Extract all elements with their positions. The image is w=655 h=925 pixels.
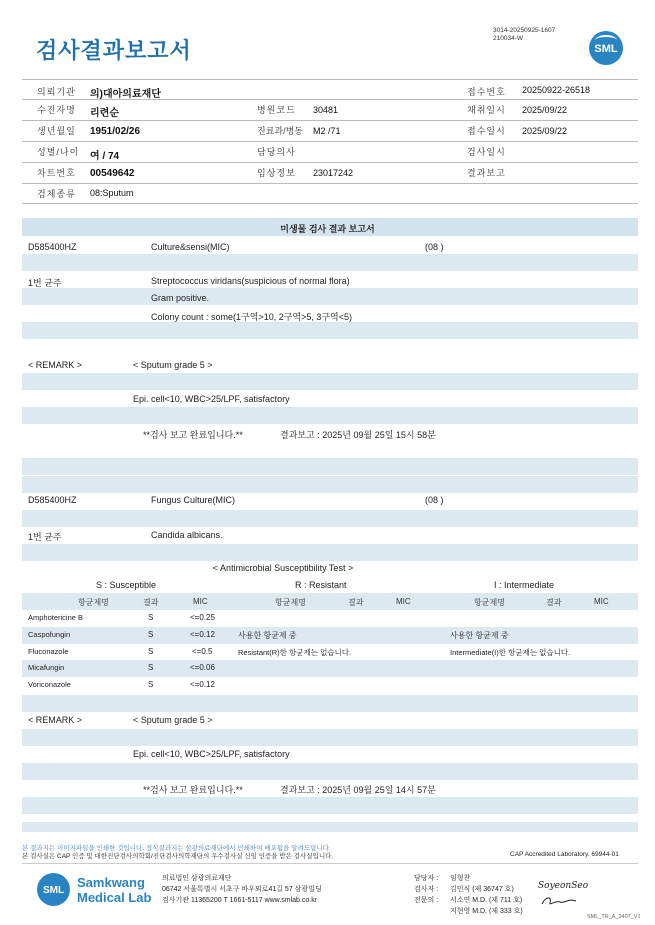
remark-detail: Epi. cell<10, WBC>25/LPF, satisfactory — [133, 394, 290, 404]
institution-label: 의뢰기관 — [37, 87, 76, 97]
col-mic: MIC — [396, 597, 411, 606]
test2-specimen: (08 ) — [425, 495, 444, 505]
report-time: 결과보고 : 2025년 09월 25일 15시 58분 — [280, 430, 436, 440]
hospital-code-value: 30481 — [313, 105, 339, 115]
form-code: SML_TR_A_2407_V1 — [587, 914, 641, 920]
intermediate-note: Intermediate(I)한 항균제는 없습니다. — [450, 648, 571, 657]
resistant-note: Resistant(R)한 항균제는 없습니다. — [238, 648, 352, 657]
drug-mic: <=0.12 — [190, 630, 215, 639]
document-id-line1: 3014-20250925-1607 — [493, 27, 556, 34]
brand-line: Medical Lab — [77, 890, 152, 905]
drug-name: Micafungin — [28, 663, 65, 672]
clinical-info-label: 임상정보 — [257, 168, 296, 178]
sml-logo: SML — [589, 31, 623, 65]
staff-label: 담당자 : — [414, 875, 439, 882]
isolate1-line: Streptococcus viridans(suspicious of normal flora) — [151, 276, 350, 286]
cap-accreditation: CAP Accredited Laboratory. 69944-01 — [510, 851, 619, 858]
row-band — [22, 763, 638, 780]
remark-detail: Epi. cell<10, WBC>25/LPF, satisfactory — [133, 749, 290, 759]
dept-label: 진료과/병동 — [257, 126, 303, 136]
patient-name-label: 수진자명 — [37, 105, 76, 115]
divider — [22, 141, 638, 142]
row-band — [22, 729, 638, 746]
legend-resistant: R : Resistant — [295, 580, 347, 590]
col-result: 결과 — [546, 598, 562, 607]
brand-line: Samkwang — [77, 875, 145, 890]
specimen-value: 08:Sputum — [90, 188, 134, 198]
resistant-used-text: 사용한 항균제 중 — [238, 631, 297, 640]
col-result: 결과 — [143, 598, 159, 607]
divider — [22, 120, 638, 121]
divider — [22, 183, 638, 184]
row-band — [22, 660, 638, 677]
legend-intermediate: I : Intermediate — [494, 580, 555, 590]
institution-value: 의)대아의료재단 — [90, 89, 161, 100]
collect-date-value: 2025/09/22 — [522, 105, 568, 115]
test1-specimen: (08 ) — [425, 242, 444, 252]
report-time: 결과보고 : 2025년 09월 25일 14시 57분 — [280, 785, 436, 795]
drug-mic: <=0.06 — [190, 663, 215, 672]
row-band — [22, 458, 638, 475]
remark-grade: < Sputum grade 5 > — [133, 715, 213, 725]
row-band — [22, 288, 638, 305]
test-date-label: 검사일시 — [467, 147, 506, 157]
drug-result: S — [148, 663, 154, 672]
staff-label: 검사자 : — [414, 886, 439, 893]
drug-mic: <=0.25 — [190, 613, 215, 622]
row-band — [22, 627, 638, 644]
test2-code: D585400HZ — [28, 495, 77, 505]
chart-no-label: 차트번호 — [37, 168, 76, 178]
receipt-no-label: 접수번호 — [467, 87, 506, 97]
col-mic: MIC — [193, 597, 208, 606]
signature-mark — [540, 894, 578, 908]
row-band — [22, 322, 638, 339]
divider — [22, 203, 638, 204]
sex-age-value: 여 / 74 — [90, 151, 120, 162]
drug-result: S — [148, 647, 154, 656]
drug-result: S — [148, 613, 154, 622]
divider — [22, 863, 638, 864]
staff-value: 임형찬 — [450, 875, 471, 882]
isolate2-label: 1번 균주 — [28, 532, 62, 542]
col-drug: 항균제명 — [78, 598, 109, 607]
specimen-label: 검체종류 — [37, 189, 76, 199]
row-band — [22, 407, 638, 424]
drug-mic: <=0.5 — [192, 647, 213, 656]
brand-name — [77, 875, 151, 905]
isolate1-line: Gram positive. — [151, 293, 210, 303]
row-band — [22, 695, 638, 712]
sml-logo: SML — [37, 873, 70, 906]
receipt-no-value: 20250922-26518 — [522, 85, 591, 95]
remark-label: < REMARK > — [28, 715, 83, 725]
staff-label: 전문의 : — [414, 897, 439, 904]
staff-value: 서소연 M.D. (제 711 호) — [450, 897, 523, 904]
isolate1-line: Colony count : some(1구역>10, 2구역>5, 3구역<5) — [151, 312, 353, 322]
document-id-line2: 210034-W — [493, 35, 523, 42]
complete-message: **검사 보고 완료입니다.** — [143, 430, 243, 440]
drug-name: Amphotericine B — [28, 613, 84, 622]
row-band — [22, 822, 638, 832]
birth-label: 생년월일 — [37, 126, 76, 136]
row-band — [22, 797, 638, 814]
clinical-info-value: 23017242 — [313, 168, 354, 178]
drug-name: Fluconazole — [28, 647, 69, 656]
chart-no-value: 00549642 — [90, 168, 135, 179]
row-band — [22, 510, 638, 527]
staff-value: 지현영 M.D. (제 333 호) — [450, 908, 523, 915]
col-drug: 항균제명 — [474, 598, 505, 607]
row-band — [22, 254, 638, 271]
intermediate-used-text: 사용한 항균제 중 — [450, 631, 509, 640]
drug-mic: <=0.12 — [190, 680, 215, 689]
footer-notice: 본 결과지는 이미지파일을 인쇄한 것입니다. 정식결과지는 삼광의료재단에서 인쇄하여 배포됨을 알려드립니다. — [22, 845, 331, 852]
legend-susceptible: S : Susceptible — [96, 580, 157, 590]
document-id — [493, 27, 555, 43]
isolate2-name: Candida albicans. — [151, 530, 223, 540]
collect-date-label: 채취일시 — [467, 105, 506, 115]
org-name: 의료법인 삼광의료재단 — [162, 875, 232, 882]
remark-grade: < Sputum grade 5 > — [133, 360, 213, 370]
row-band — [22, 373, 638, 390]
birth-value: 1951/02/26 — [90, 126, 141, 137]
remark-label: < REMARK > — [28, 360, 83, 370]
receipt-date-label: 접수일시 — [467, 126, 506, 136]
divider — [22, 162, 638, 163]
isolate1-label: 1번 균주 — [28, 278, 62, 288]
doctor-label: 담당의사 — [257, 147, 296, 157]
col-result: 결과 — [348, 598, 364, 607]
col-mic: MIC — [594, 597, 609, 606]
drug-result: S — [148, 680, 154, 689]
divider — [22, 99, 638, 100]
footer-certification: 본 검사실은 CAP 인증 및 대한진단검사의학회/진단검사의학재단의 우수검사실 신임 인증을 받은 검사실입니다. — [22, 853, 334, 860]
org-contact: 검사기관 11365200 T 1661-5117 www.smlab.co.kr — [162, 897, 318, 904]
test1-code: D585400HZ — [28, 242, 77, 252]
patient-name-value: 리련순 — [90, 108, 119, 119]
signature: SoyeonSeo — [538, 881, 589, 891]
ast-title: < Antimicrobial Susceptibility Test > — [212, 563, 354, 573]
dept-value: M2 /71 — [313, 126, 341, 136]
page-title: 검사결과보고서 — [36, 38, 192, 63]
complete-message: **검사 보고 완료입니다.** — [143, 785, 243, 795]
drug-name: Caspofungin — [28, 630, 71, 639]
row-band — [22, 544, 638, 561]
sex-age-label: 성별/나이 — [37, 147, 80, 157]
test1-name: Culture&sensi(MIC) — [151, 242, 230, 252]
receipt-date-value: 2025/09/22 — [522, 126, 568, 136]
drug-result: S — [148, 630, 154, 639]
report-label: 결과보고 — [467, 168, 506, 178]
staff-value: 김민식 (제 36747 호) — [450, 886, 514, 893]
hospital-code-label: 병원코드 — [257, 105, 296, 115]
test2-name: Fungus Culture(MIC) — [151, 495, 236, 505]
drug-name: Voriconazole — [28, 680, 71, 689]
col-drug: 항균제명 — [275, 598, 306, 607]
org-address: 06742 서울특별시 서초구 바우뫼로41길 57 삼광빌딩 — [162, 886, 322, 893]
row-band — [22, 476, 638, 493]
section-title: 미생물 검사 결과 보고서 — [280, 224, 375, 234]
divider — [22, 79, 638, 80]
